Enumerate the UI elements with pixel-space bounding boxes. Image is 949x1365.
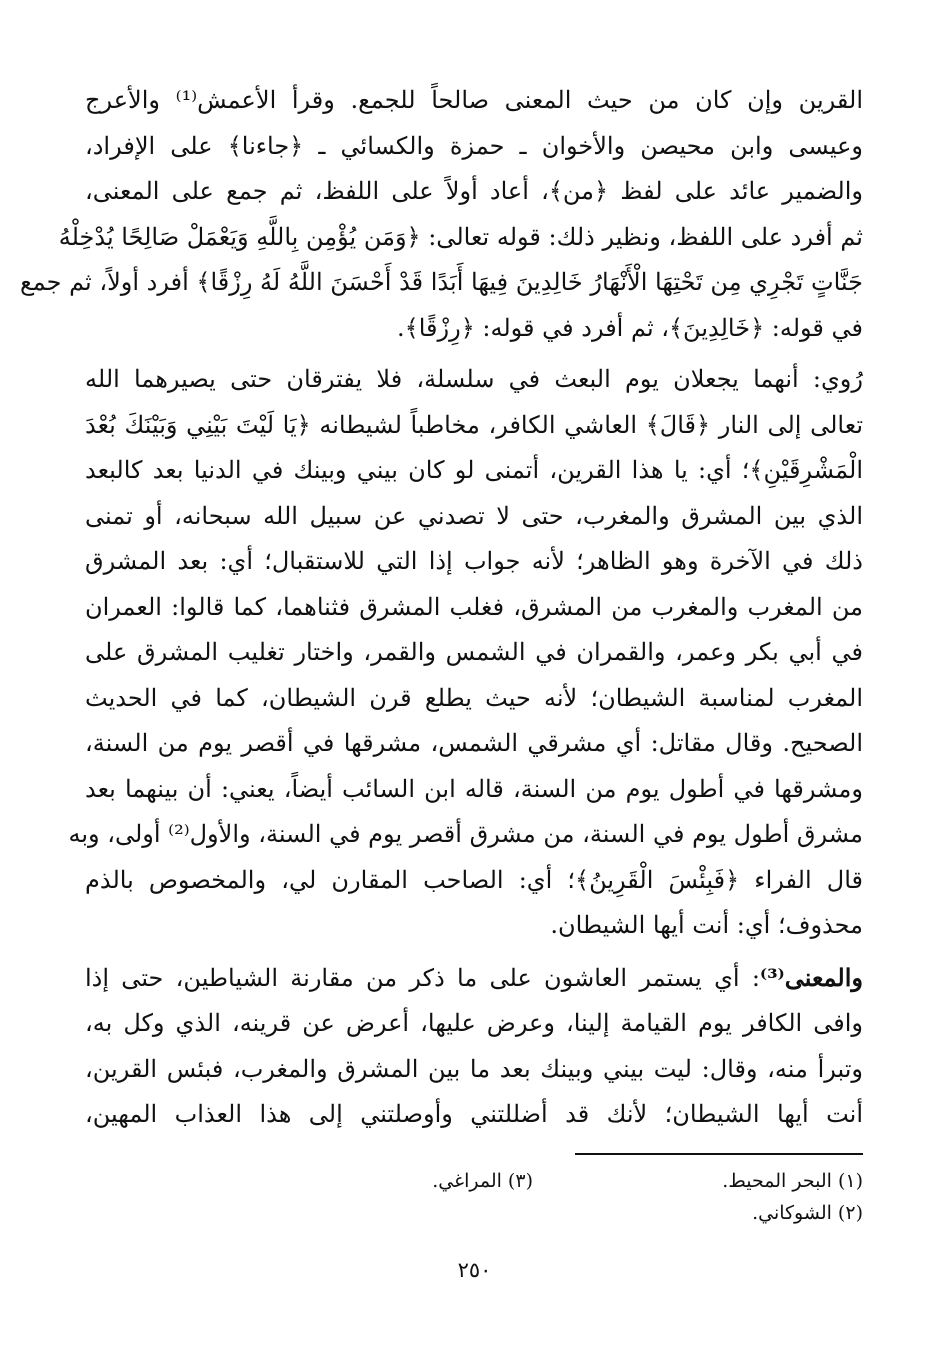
footnote-1: (١) البحر المحيط. <box>722 1170 863 1192</box>
text-line: في أبي بكر وعمر، والقمران في الشمس والقمر، واختار تغليب المشرق على <box>85 638 863 666</box>
text-line: وافى الكافر يوم القيامة إلينا، وعرض عليها، أعرض عن قرينه، الذي وكل به، <box>85 1009 863 1037</box>
text-line: ومشرقها في أطول يوم من السنة، قاله ابن السائب أيضاً، يعني: أن بينهما بعد <box>85 774 863 803</box>
text-line: أنت أيها الشيطان؛ لأنك قد أضللتني وأوصلتني إلى هذا العذاب المهين، <box>85 1100 864 1128</box>
text-line: ثم أفرد على اللفظ، ونظير ذلك: قوله تعالى: ﴿وَمَن يُؤْمِن بِاللَّهِ وَيَعْمَلْ صَالِحًا يُدْخِلْهُ <box>58 222 863 251</box>
text-line: رُوي: أنهما يجعلان يوم البعث في سلسلة، فلا يفترقان حتى يصيرهما الله <box>85 365 863 393</box>
text-line: القرين وإن كان من حيث المعنى صالحاً للجمع. وقرأ الأعمش⁽¹⁾ والأعرج <box>85 86 863 114</box>
text-line: الذي بين المشرق والمغرب، حتى لا تصدني عن سبيل الله سبحانه، أو تمنى <box>85 501 863 530</box>
text-line: الصحيح. وقال مقاتل: أي مشرقي الشمس، مشرقها في أقصر يوم من السنة، <box>85 729 863 757</box>
text-line: مشرق أطول يوم في السنة، من مشرق أقصر يوم في السنة، والأول⁽²⁾ أولى، وبه <box>68 820 863 848</box>
paragraph-3 <box>85 955 863 1138</box>
page-body <box>19 78 864 1138</box>
text-line-rest: : أي يستمر العاشون على ما ذكر من مقارنة الشياطين، حتى إذا <box>85 963 760 992</box>
text-line: محذوف؛ أي: أنت أيها الشيطان. <box>550 911 863 939</box>
paragraph-1 <box>19 78 863 351</box>
text-line: وتبرأ منه، وقال: ليت بيني وبينك بعد ما بين المشرق والمغرب، فبئس القرين، <box>85 1054 863 1083</box>
text-line: ذلك في الآخرة وهو الظاهر؛ لأنه جواب إذا التي للاستقبال؛ أي: بعد المشرق <box>85 547 863 575</box>
text-line <box>85 955 863 1002</box>
text-line: من المغرب والمغرب من المشرق، فغلب المشرق فثناهما، كما قالوا: العمران <box>85 592 863 621</box>
footnotes <box>85 1165 863 1229</box>
paragraph-2 <box>68 357 863 949</box>
text-line: جَنَّاتٍ تَجْرِي مِن تَحْتِهَا الْأَنْهَارُ خَالِدِينَ فِيهَا أَبَدًا قَدْ أَحْسَنَ اللَّهُ لَهُ رِزْقًا﴾ أفرد أولاً، ثم جمع <box>19 268 863 296</box>
page-number: ٢٥٠ <box>457 1258 492 1282</box>
text-line: في قوله: ﴿خَالِدِينَ﴾، ثم أفرد في قوله: ﴿رِزْقًا﴾. <box>397 313 863 342</box>
text-line: قال الفراء ﴿فَبِئْسَ الْقَرِينُ﴾؛ أي: الصاحب المقارن لي، والمخصوص بالذم <box>85 865 863 894</box>
text-line: والضمير عائد على لفظ ﴿من﴾، أعاد أولاً على اللفظ، ثم جمع على المعنى، <box>85 177 863 205</box>
text-line: تعالى إلى النار ﴿قَالَ﴾ العاشي الكافر، مخاطباً لشيطانه ﴿يَا لَيْتَ بَيْنِي وَبَيْنَكَ بُعْدَ <box>85 410 863 439</box>
text-line: وعيسى وابن محيصن والأخوان ـ حمزة والكسائي ـ ﴿جاءنا﴾ على الإفراد، <box>85 131 863 160</box>
text-line: الْمَشْرِقَيْنِ﴾؛ أي: يا هذا القرين، أتمنى لو كان بيني وبينك في الدنيا بعد كالبعد <box>85 456 863 484</box>
footnote-3: (٣) المراغي. <box>432 1170 533 1192</box>
footnote-2: (٢) الشوكاني. <box>752 1202 863 1224</box>
footnote-divider <box>575 1153 863 1155</box>
text-line: المغرب لمناسبة الشيطان؛ لأنه حيث يطلع قرن الشيطان، كما في الحديث <box>85 683 863 712</box>
footnote-row <box>85 1197 863 1229</box>
footnote-row <box>85 1165 863 1197</box>
lead-word: والمعنى⁽³⁾ <box>759 962 863 992</box>
